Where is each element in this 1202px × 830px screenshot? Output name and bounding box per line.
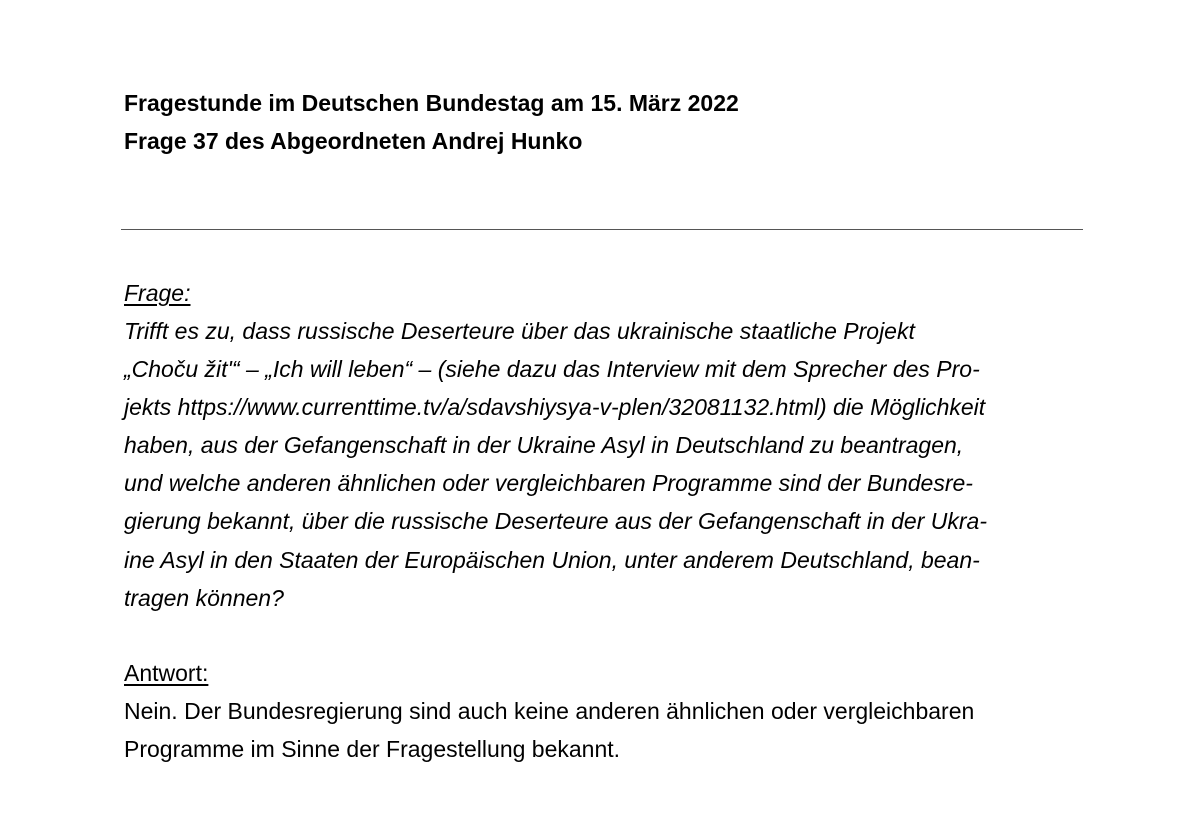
question-line-6: gierung bekannt, über die russische Deserteure aus der Gefangenschaft in der Ukra-: [124, 508, 987, 535]
question-line-1: Trifft es zu, dass russische Deserteure über das ukrainische staatliche Projekt: [124, 318, 915, 344]
answer-section: [124, 654, 1084, 768]
question-line-3: jekts https://www.currenttime.tv/a/sdavshiysya-v-plen/32081132.html) die Möglichkeit: [124, 394, 986, 421]
question-line-8: tragen können?: [124, 584, 284, 611]
horizontal-divider: [121, 229, 1083, 230]
answer-label: Antwort:: [124, 660, 209, 686]
answer-line-1: Nein. Der Bundesregierung sind auch keine anderen ähnlichen oder vergleichbaren: [124, 698, 975, 724]
title-line-2: Frage 37 des Abgeordneten Andrej Hunko: [124, 128, 583, 154]
title-line-1: Fragestunde im Deutschen Bundestag am 15. März 2022: [124, 90, 739, 116]
question-section: [124, 274, 1084, 617]
question-label: Frage:: [124, 280, 191, 306]
question-line-7: ine Asyl in den Staaten der Europäischen Union, unter anderem Deutschland, bean-: [124, 546, 980, 573]
question-line-5: und welche anderen ähnlichen oder vergleichbaren Programme sind der Bundesre-: [124, 470, 973, 497]
document-header: [124, 84, 1084, 160]
question-line-4: haben, aus der Gefangenschaft in der Ukraine Asyl in Deutschland zu beantragen,: [124, 432, 964, 459]
question-line-2: „Choču žit'“ – „Ich will leben“ – (siehe dazu das Interview mit dem Sprecher des Pro-: [124, 356, 980, 383]
answer-line-2: Programme im Sinne der Fragestellung bekannt.: [124, 736, 621, 763]
